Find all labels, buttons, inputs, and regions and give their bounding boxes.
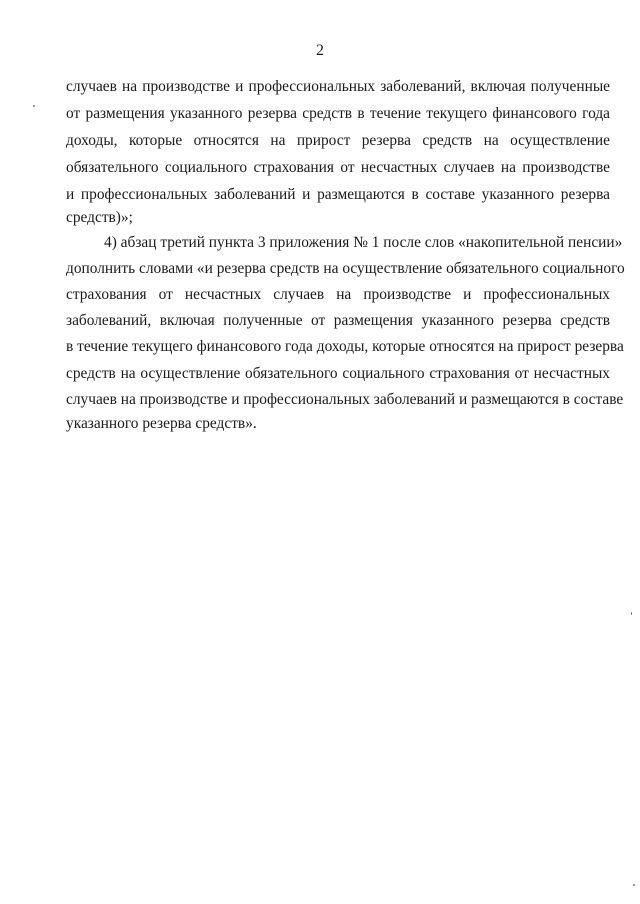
scan-speck bbox=[633, 884, 635, 886]
text-line: случаев на производстве и профессиональных заболеваний и размещаются в составе bbox=[66, 391, 624, 408]
text-line: доходы, которые относятся на прирост резерва средств на осуществление bbox=[66, 132, 610, 149]
text-line: от размещения указанного резерва средств в течение текущего финансового года bbox=[66, 105, 610, 122]
text-line: указанного резерва средств». bbox=[66, 415, 257, 432]
text-line: в течение текущего финансового года доходы, которые относятся на прирост резерва bbox=[66, 338, 624, 355]
text-line: страхования от несчастных случаев на производстве и профессиональных bbox=[66, 286, 610, 303]
scan-speck bbox=[33, 105, 35, 107]
text-line: средств)»; bbox=[66, 209, 133, 226]
text-line: средств на осуществление обязательного социального страхования от несчастных bbox=[66, 365, 610, 382]
text-line: случаев на производстве и профессиональных заболеваний, включая полученные bbox=[66, 78, 610, 95]
text-line: заболеваний, включая полученные от размещения указанного резерва средств bbox=[66, 312, 610, 329]
scan-speck bbox=[631, 612, 632, 615]
text-line: и профессиональных заболеваний и размещаются в составе указанного резерва bbox=[66, 186, 610, 203]
text-line: 4) абзац третий пункта 3 приложения № 1 после слов «накопительной пенсии» bbox=[104, 234, 623, 251]
text-line: дополнить словами «и резерва средств на осуществление обязательного социального bbox=[66, 260, 625, 277]
text-line: обязательного социального страхования от несчастных случаев на производстве bbox=[66, 159, 610, 176]
page-number: 2 bbox=[316, 42, 324, 59]
